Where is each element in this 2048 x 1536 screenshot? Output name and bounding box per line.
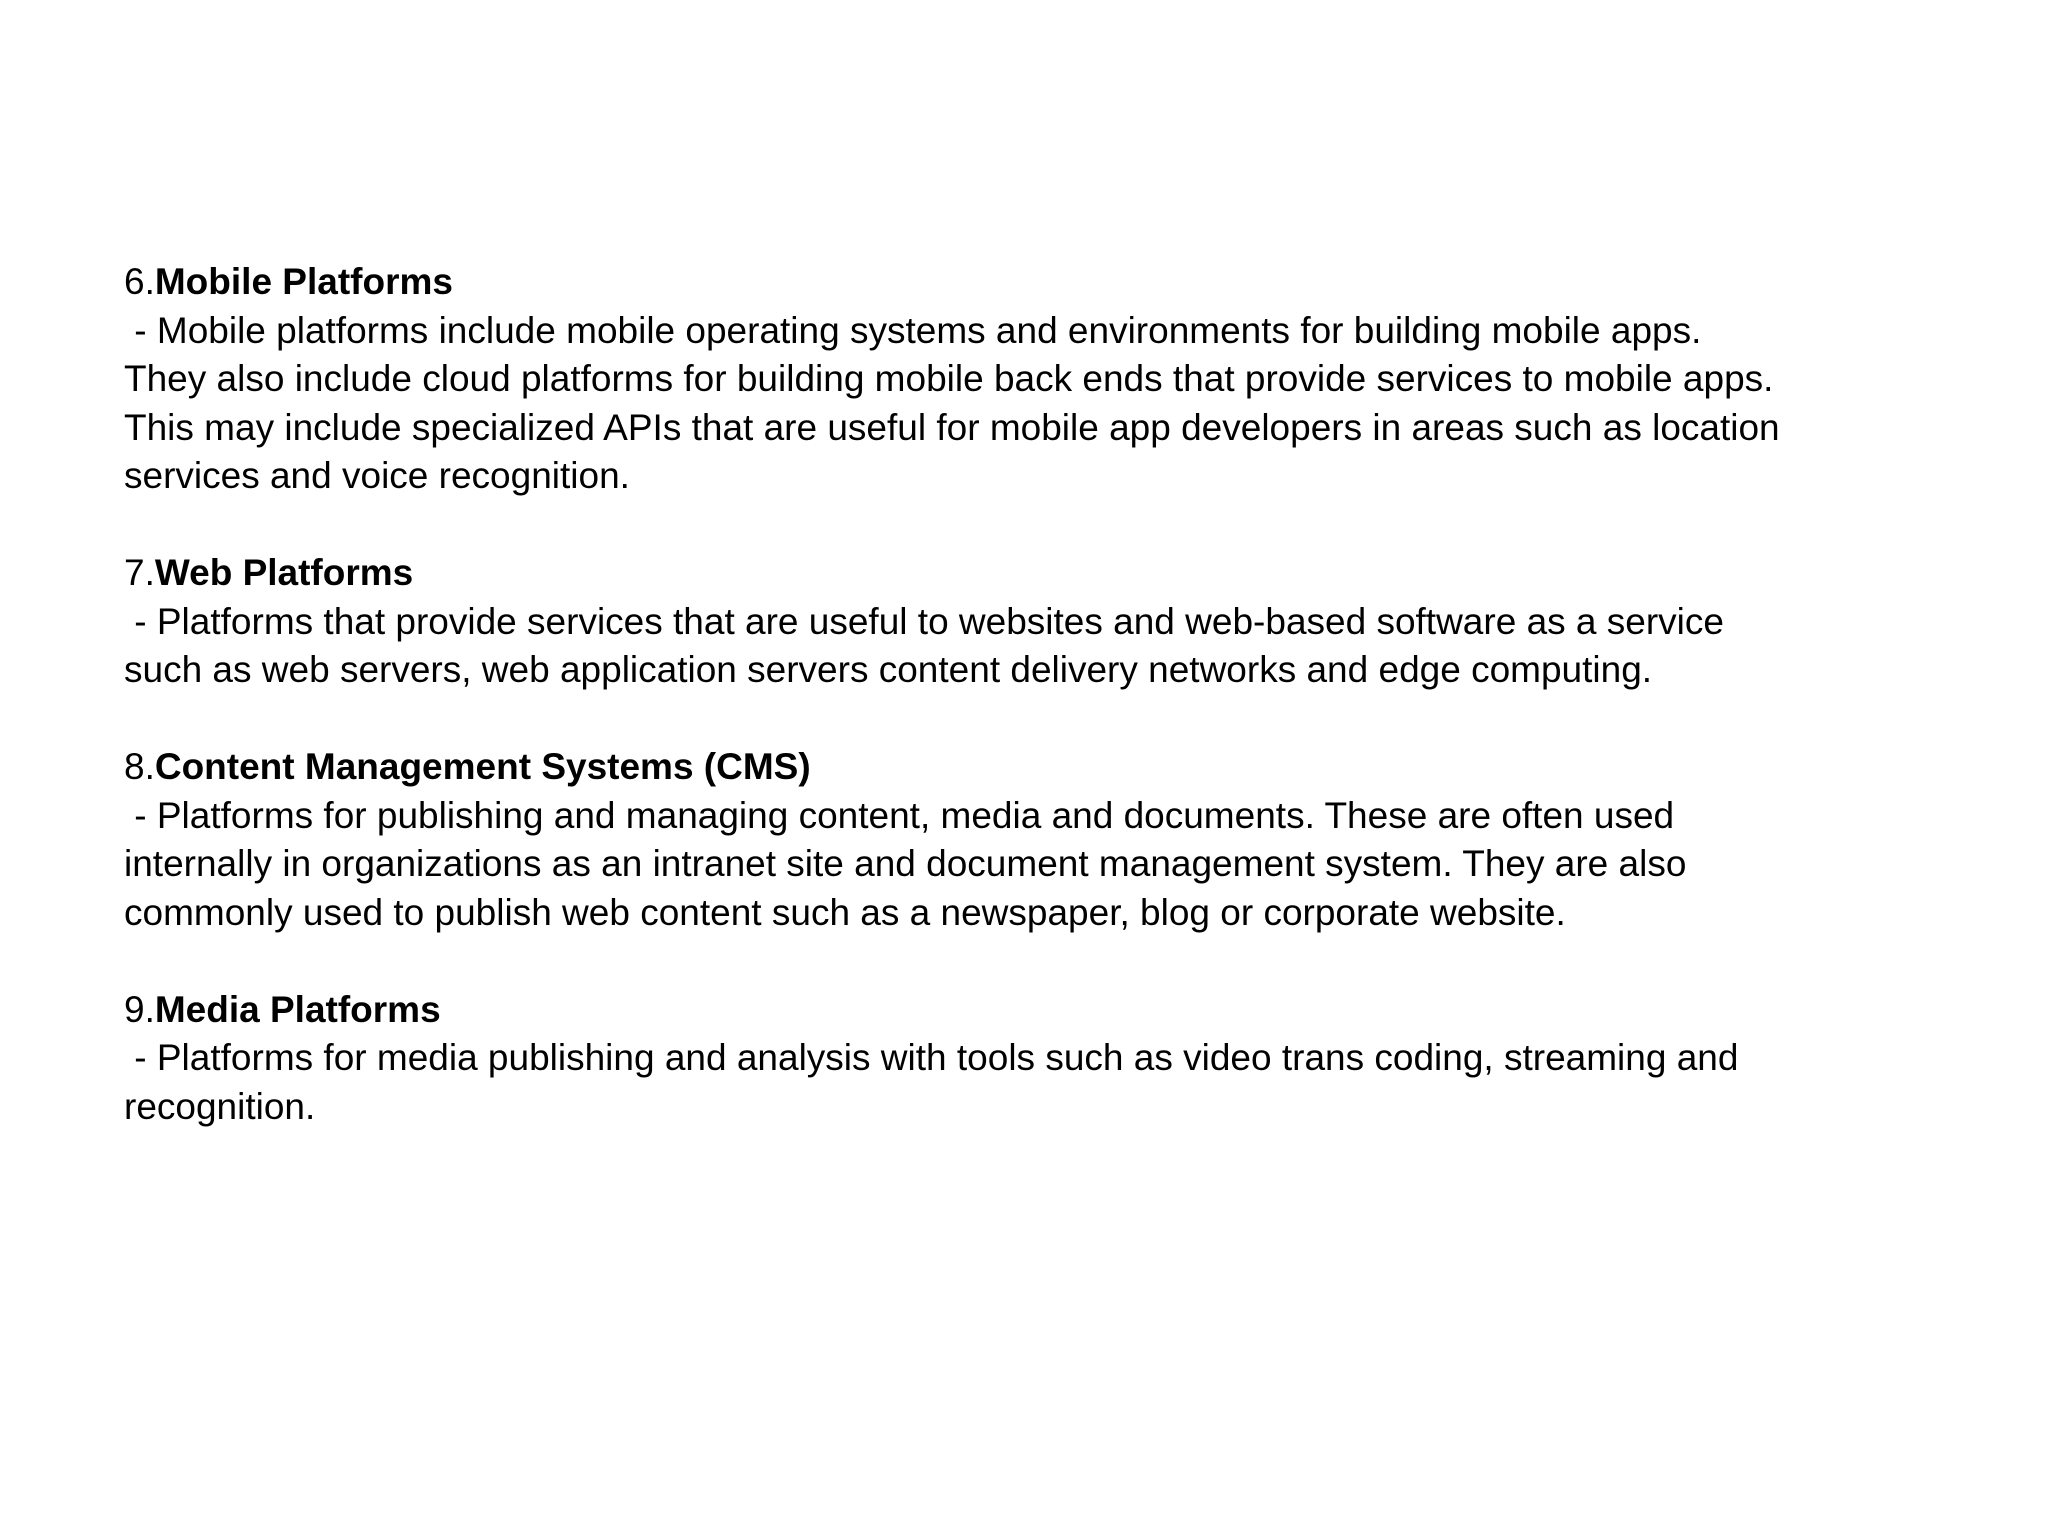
section-title: Web Platforms <box>154 552 414 593</box>
section-heading <box>124 986 2004 1035</box>
section-title: Content Management Systems (CMS) <box>154 746 811 787</box>
body-line: internally in organizations as an intranet site and document management system. They are also <box>124 843 1687 884</box>
section-heading <box>124 258 2004 307</box>
body-line: - Platforms that provide services that are useful to websites and web-based software as a service <box>124 600 1724 642</box>
section-cms <box>124 743 2004 937</box>
section-title: Mobile Platforms <box>154 261 453 302</box>
body-line: services and voice recognition. <box>124 455 630 496</box>
section-number: 8. <box>124 746 155 787</box>
slide-content <box>124 258 2004 1180</box>
body-line: This may include specialized APIs that are useful for mobile app developers in areas such as location <box>124 406 1780 448</box>
body-line: commonly used to publish web content such as a newspaper, blog or corporate website. <box>124 891 1566 933</box>
section-mobile-platforms <box>124 258 2004 501</box>
section-media-platforms <box>124 986 2004 1132</box>
body-line: recognition. <box>124 1085 316 1127</box>
body-line: - Platforms for publishing and managing content, media and documents. These are often used <box>124 794 1675 836</box>
section-number: 9. <box>124 988 155 1030</box>
section-web-platforms <box>124 549 2004 695</box>
section-heading <box>124 549 2004 598</box>
section-number: 7. <box>124 552 155 593</box>
section-heading <box>124 743 2004 792</box>
body-line: - Mobile platforms include mobile operating systems and environments for building mobile apps. <box>124 309 1702 351</box>
section-number: 6. <box>124 261 155 302</box>
body-line: such as web servers, web application servers content delivery networks and edge computing. <box>124 649 1653 690</box>
body-line: They also include cloud platforms for building mobile back ends that provide services to mobile apps. <box>124 358 1774 399</box>
body-line: - Platforms for media publishing and analysis with tools such as video trans coding, streaming and <box>124 1037 1739 1078</box>
section-title: Media Platforms <box>154 988 441 1030</box>
